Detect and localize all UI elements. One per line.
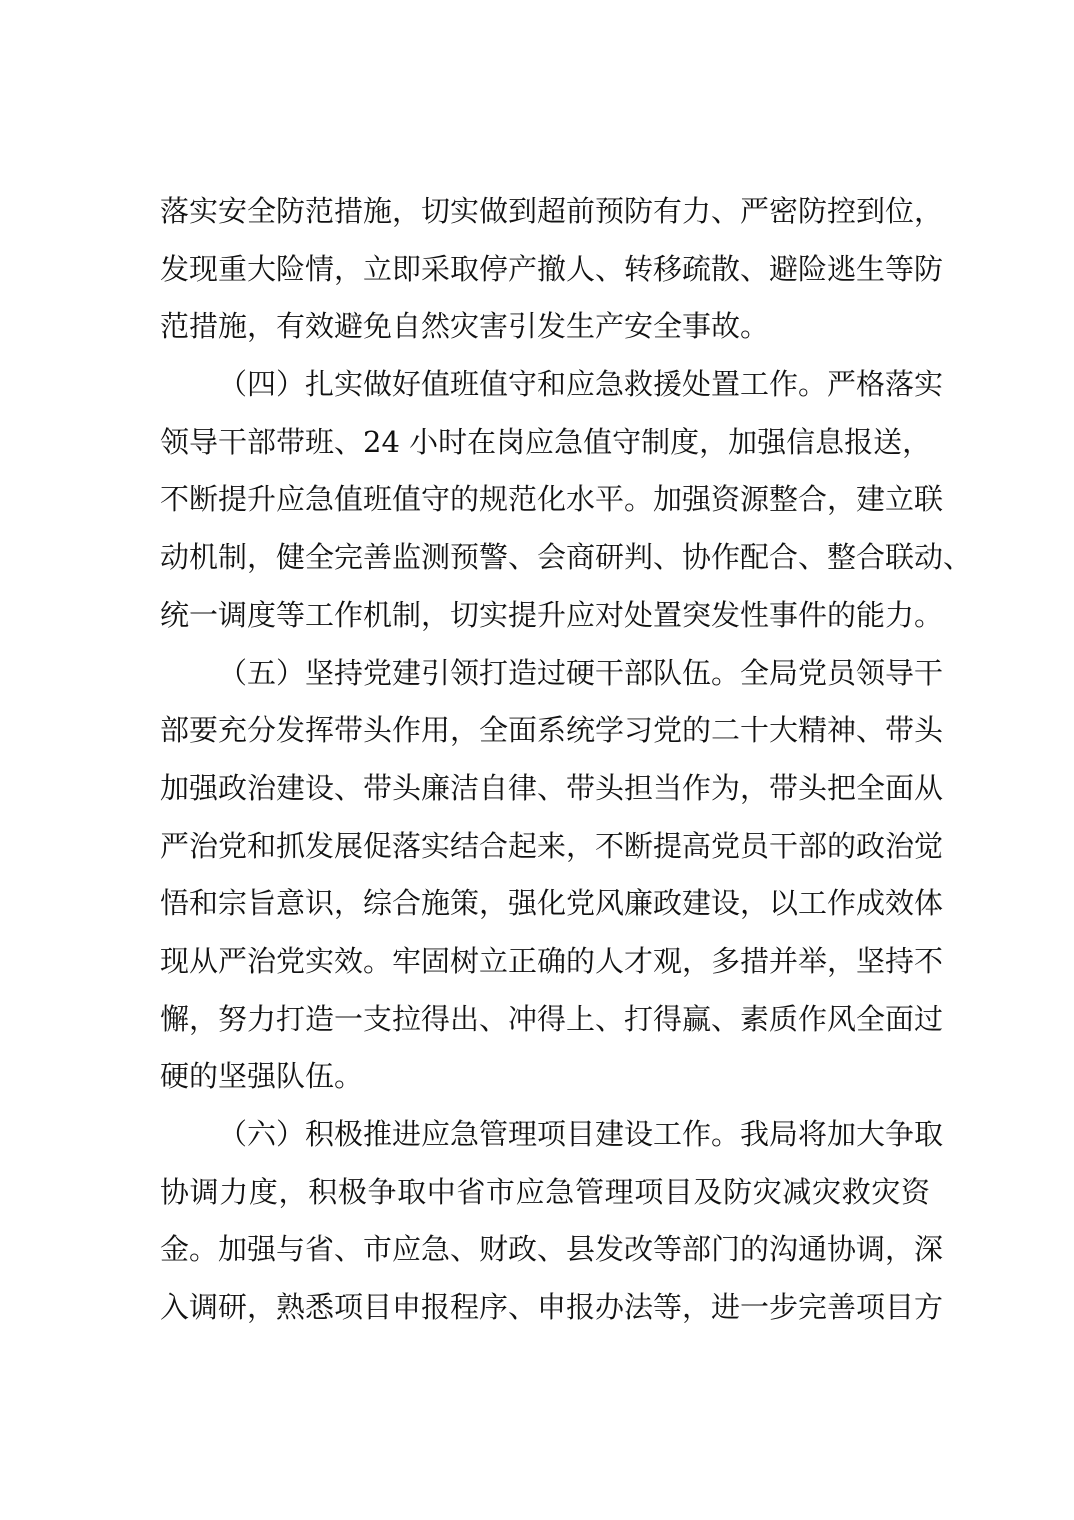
text-line: 懈，努力打造一支拉得出、冲得上、打得赢、素质作风全面过: [160, 1001, 944, 1036]
text-line: 落实安全防范措施，切实做到超前预防有力、严密防控到位，: [160, 194, 944, 228]
text-line: 范措施，有效避免自然灾害引发生产安全事故。: [160, 309, 770, 344]
section-heading-line: （五）坚持党建引领打造过硬干部队伍。全局党员领导干: [218, 655, 944, 690]
text-line: 加强政治建设、带头廉洁自律、带头担当作为，带头把全面从: [160, 770, 944, 805]
text-line: 入调研，熟悉项目申报程序、申报办法等，进一步完善项目方: [160, 1290, 944, 1325]
text-line: 金。加强与省、市应急、财政、县发改等部门的沟通协调，深: [160, 1232, 944, 1267]
body-text: [160, 183, 973, 1337]
section-heading-line: （四）扎实做好值班值守和应急救援处置工作。严格落实: [218, 367, 944, 402]
text-line: 领导干部带班、24 小时在岗应急值守制度，加强信息报送，: [160, 424, 932, 459]
text-line: 严治党和抓发展促落实结合起来，不断提高党员干部的政治觉: [160, 828, 944, 863]
text-line: 协调力度，积极争取中省市应急管理项目及防灾减灾救灾资: [160, 1174, 930, 1209]
text-line: 动机制，健全完善监测预警、会商研判、协作配合、整合联动、: [160, 540, 973, 575]
text-line: 部要充分发挥带头作用，全面系统学习党的二十大精神、带头: [160, 713, 944, 748]
text-line: 统一调度等工作机制，切实提升应对处置突发性事件的能力。: [160, 597, 944, 632]
section-heading-line: （六）积极推进应急管理项目建设工作。我局将加大争取: [218, 1117, 944, 1151]
text-line: 悟和宗旨意识，综合施策，强化党风廉政建设，以工作成效体: [160, 886, 944, 921]
text-line: 现从严治党实效。牢固树立正确的人才观，多措并举，坚持不: [160, 943, 944, 978]
text-line: 发现重大险情，立即采取停产撤人、转移疏散、避险逃生等防: [160, 251, 944, 286]
text-line: 不断提升应急值班值守的规范化水平。加强资源整合，建立联: [160, 482, 944, 517]
text-line: 硬的坚强队伍。: [160, 1059, 364, 1094]
